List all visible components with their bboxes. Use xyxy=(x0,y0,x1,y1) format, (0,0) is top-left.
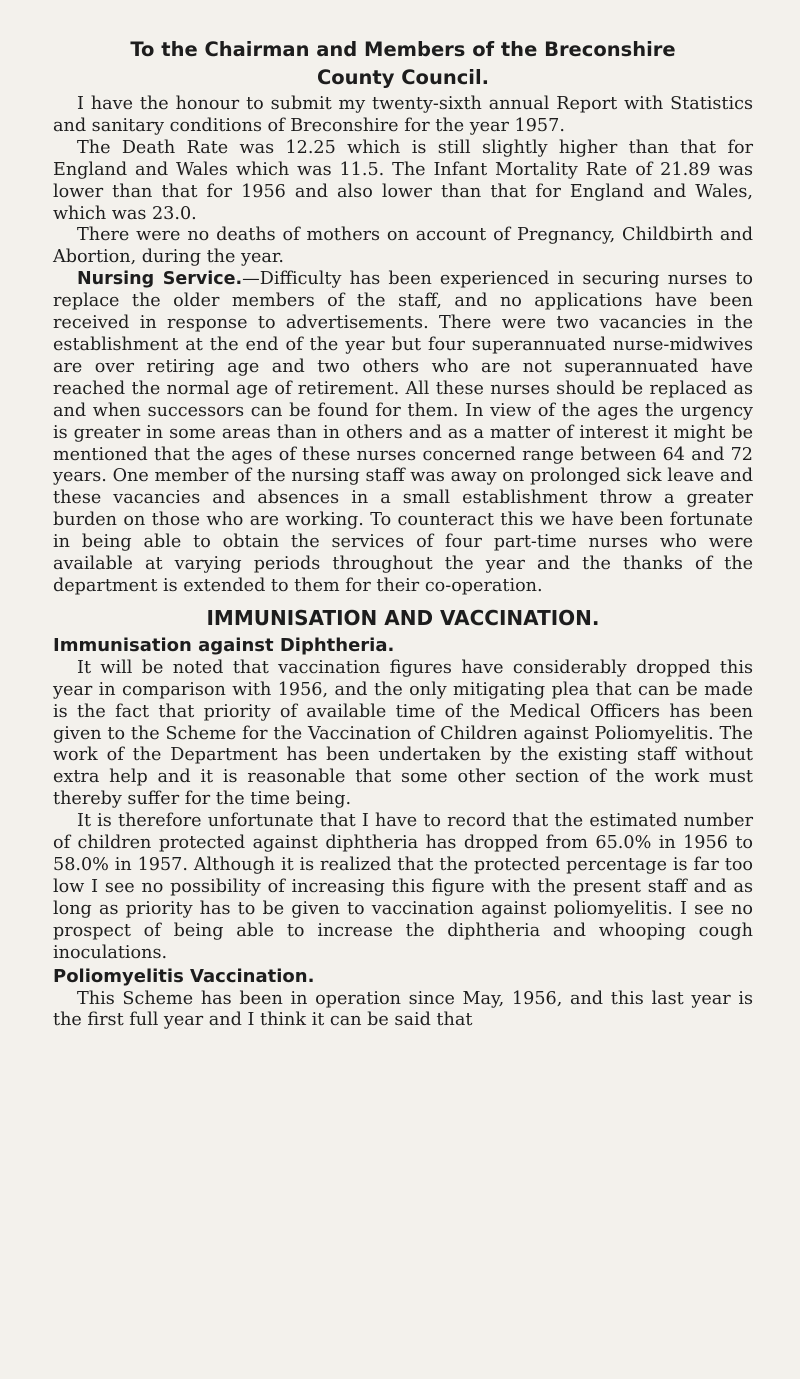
diphtheria-paragraph-1: It will be noted that vaccination figures have considerably dropped this year in comparison with 1956, and the only mitigating plea that can be made is the fact that priority of available time of the Medical Officers has been given to the Scheme for the Vaccination of Children against Poliomyelitis. The work of the Department has been undertaken by the existing staff without extra help and it is reasonable that some other section of the work must thereby suffer for the time being. xyxy=(53,657,753,810)
heading-line-2: County Council. xyxy=(316,66,490,89)
nursing-service-text: —Difficulty has been experienced in securing nurses to replace the older members of the staff, and no applications have been received in response to advertisements. There were two vacancies in the establishment at the end of the year but four superannuated nurse-midwives are over retiring age and two others who are not superannuated have reached the normal age of retirement. All these nurses should be replaced as and when successors can be found for them. In view of the ages the urgency is greater in some areas than in others and as a matter of interest it might be mentioned that the ages of these nurses concerned range between 64 and 72 years. One member of the nursing staff was away on prolonged sick leave and these vacancies and absences in a small establishment throw a greater burden on those who are working. To counteract this we have been fortunate in being able to obtain the services of four part-time nurses who were available at varying periods throughout the year and the thanks of the department is extended to them for their co-operation. xyxy=(53,269,753,596)
nursing-service-paragraph xyxy=(53,269,753,598)
intro-paragraph: I have the honour to submit my twenty-sixth annual Report with Statistics and sanitary conditions of Breconshire for the year 1957. xyxy=(53,94,753,136)
heading-line-1: To the Chairman and Members of the Breconshire xyxy=(130,38,676,61)
maternal-deaths-paragraph: There were no deaths of mothers on account of Pregnancy, Childbirth and Abortion, during the year. xyxy=(53,225,753,268)
report-heading xyxy=(53,36,753,92)
report-page xyxy=(53,36,753,1032)
poliomyelitis-paragraph: This Scheme has been in operation since May, 1956, and this last year is the first full year and I think it can be said that xyxy=(53,988,753,1031)
diphtheria-paragraph-2: It is therefore unfortunate that I have to record that the estimated number of children protected against diphtheria has dropped from 65.0% in 1956 to 58.0% in 1957. Although it is realized that the protected percentage is far too low I see no possibility of increasing this figure with the present staff and as long as priority has to be given to vaccination against poliomyelitis. I see no prospect of being able to increase the diphtheria and whooping cough inoculations. xyxy=(53,811,753,963)
nursing-service-label: Nursing Service. xyxy=(77,269,243,290)
subheading-diphtheria: Immunisation against Diphtheria. xyxy=(53,634,395,656)
section-title-immunisation: IMMUNISATION AND VACCINATION. xyxy=(206,605,600,630)
death-rate-paragraph: The Death Rate was 12.25 which is still slightly higher than that for England and Wales which was 11.5. The Infant Mortality Rate of 21.89 was lower than that for 1956 and also lower than that for England and Wales, which was 23.0. xyxy=(53,137,753,224)
subheading-poliomyelitis: Poliomyelitis Vaccination. xyxy=(53,965,315,987)
